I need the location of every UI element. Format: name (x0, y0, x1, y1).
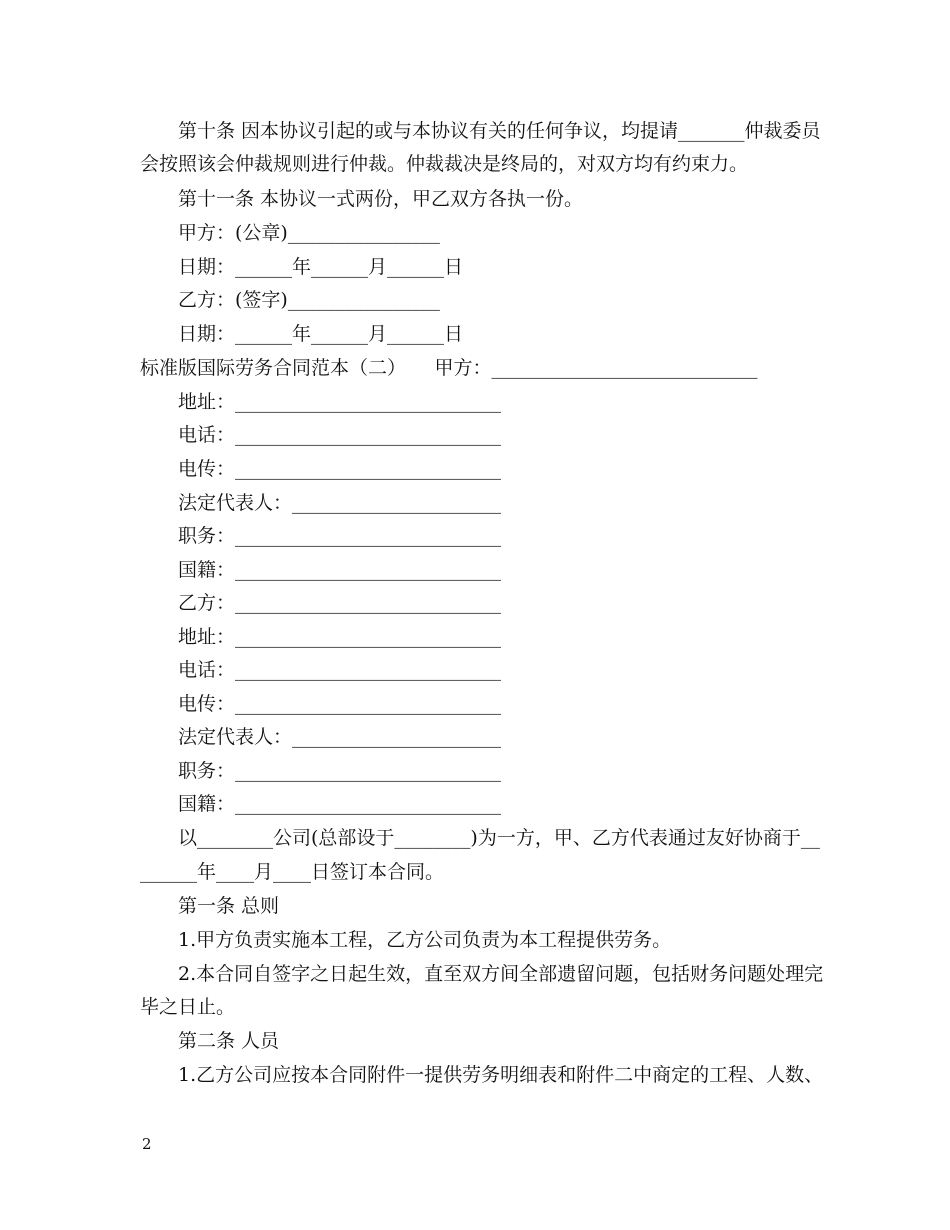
party-b-legal-representative-field: 法定代表人：______________________ (178, 726, 502, 748)
party-a-nationality-field: 国籍：____________________________ (178, 559, 502, 581)
paragraph-article-10-line-1: 第十条 因本协议引起的或与本协议有关的任何争议，均提请_______仲裁委员 (178, 120, 821, 142)
article-2-heading: 第二条 人员 (178, 1030, 280, 1052)
party-b-address-field: 地址：____________________________ (178, 626, 502, 648)
article-2-clause-1: 1.乙方公司应按本合同附件一提供劳务明细表和附件二中商定的工程、人数、 (178, 1064, 824, 1086)
party-a-phone-field: 电话：____________________________ (178, 424, 502, 446)
paragraph-article-11: 第十一条 本协议一式两份，甲乙双方各执一份。 (178, 188, 584, 210)
party-a-seal-line: 甲方：(公章)________________ (178, 222, 440, 244)
paragraph-article-10-line-2: 会按照该会仲裁规则进行仲裁。仲裁裁决是终局的，对双方均有约束力。 (140, 153, 749, 175)
party-b-signature-line: 乙方：(签字)________________ (178, 289, 440, 311)
party-a-legal-representative-field: 法定代表人：______________________ (178, 492, 502, 514)
party-a-date-line: 日期：______年______月______日 (178, 256, 464, 278)
contract-template-title-line: 标准版国际劳务合同范本（二） 甲方：____________________________ (140, 357, 758, 379)
party-b-position-field: 职务：____________________________ (178, 760, 502, 782)
party-b-nationality-field: 国籍：____________________________ (178, 793, 502, 815)
party-b-date-line: 日期：______年______月______日 (178, 323, 464, 345)
party-a-address-field: 地址：____________________________ (178, 391, 502, 413)
party-b-field: 乙方：____________________________ (178, 592, 502, 614)
article-1-clause-2-line-1: 2.本合同自签字之日起生效，直至双方间全部遗留问题，包括财务问题处理完 (178, 963, 824, 985)
article-1-clause-2-line-2: 毕之日止。 (140, 996, 236, 1018)
contract-introduction-line-1: 以________公司(总部设于________)为一方，甲、乙方代表通过友好协商于__ (178, 827, 820, 849)
party-b-telex-field: 电传：____________________________ (178, 693, 502, 715)
article-1-heading: 第一条 总则 (178, 895, 280, 917)
contract-introduction-line-2: ______年____月____日签订本合同。 (140, 861, 445, 883)
party-a-position-field: 职务：____________________________ (178, 525, 502, 547)
article-1-clause-1: 1.甲方负责实施本工程，乙方公司负责为本工程提供劳务。 (178, 929, 672, 951)
page-number: 2 (142, 1135, 152, 1153)
party-b-phone-field: 电话：____________________________ (178, 659, 502, 681)
party-a-telex-field: 电传：____________________________ (178, 458, 502, 480)
